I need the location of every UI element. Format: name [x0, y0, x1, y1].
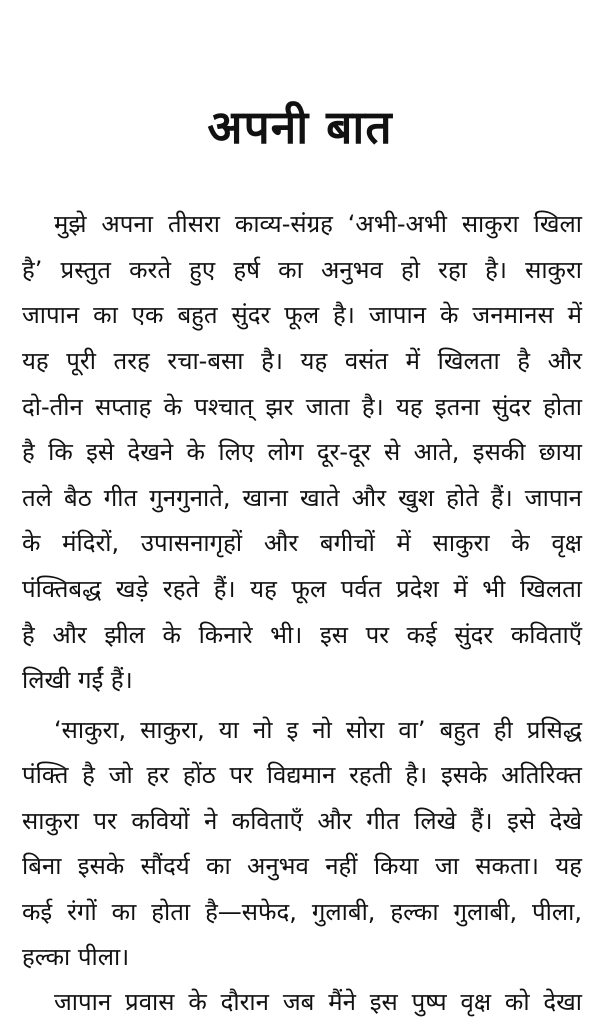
text-line: के मंदिरों, उपासनागृहों और बगीचों में साकुरा के वृक्ष: [22, 529, 582, 557]
text-line: लिखी गईं हैं।: [22, 666, 133, 694]
text-line: पंक्ति है जो हर होंठ पर विद्यमान रहती है। इसके अतिरिक्त: [22, 761, 582, 789]
text-line: मुझे अपना तीसरा काव्य-संग्रह ‘अभी-अभी साकुरा खिला: [54, 210, 582, 238]
text-line: साकुरा पर कवियों ने कविताएँ और गीत लिखे हैं। इसे देखे: [22, 807, 582, 835]
text-line: तले बैठ गीत गुनगुनाते, खाना खाते और खुश होते हैं। जापान: [22, 484, 582, 512]
text-line: है’ प्रस्तुत करते हुए हर्ष का अनुभव हो रहा है। साकुरा: [22, 256, 582, 284]
text-line: हल्का पीला।: [22, 943, 130, 971]
text-line: कई रंगों का होता है—सफेद, गुलाबी, हल्का गुलाबी, पीला,: [22, 898, 582, 926]
page-title: अपनी बात: [207, 100, 393, 154]
text-line: दो-तीन सप्ताह के पश्चात् झर जाता है। यह इतना सुंदर होता: [22, 393, 582, 421]
text-line: जापान प्रवास के दौरान जब मैंने इस पुष्प वृक्ष को देखा: [54, 988, 582, 1016]
text-line: पंक्तिबद्ध खड़े रहते हैं। यह फूल पर्वत प्रदेश में भी खिलता: [22, 575, 582, 603]
text-line: बिना इसके सौंदर्य का अनुभव नहीं किया जा सकता। यह: [22, 852, 582, 880]
text-line: है और झील के किनारे भी। इस पर कई सुंदर कविताएँ: [22, 621, 582, 649]
text-line: ‘साकुरा, साकुरा, या नो इ नो सोरा वा’ बहुत ही प्रसिद्ध: [54, 716, 582, 744]
text-line: यह पूरी तरह रचा-बसा है। यह वसंत में खिलता है और: [22, 347, 582, 375]
text-line: जापान का एक बहुत सुंदर फूल है। जापान के जनमानस में: [22, 301, 582, 329]
text-line: है कि इसे देखने के लिए लोग दूर-दूर से आते, इसकी छाया: [22, 438, 582, 466]
